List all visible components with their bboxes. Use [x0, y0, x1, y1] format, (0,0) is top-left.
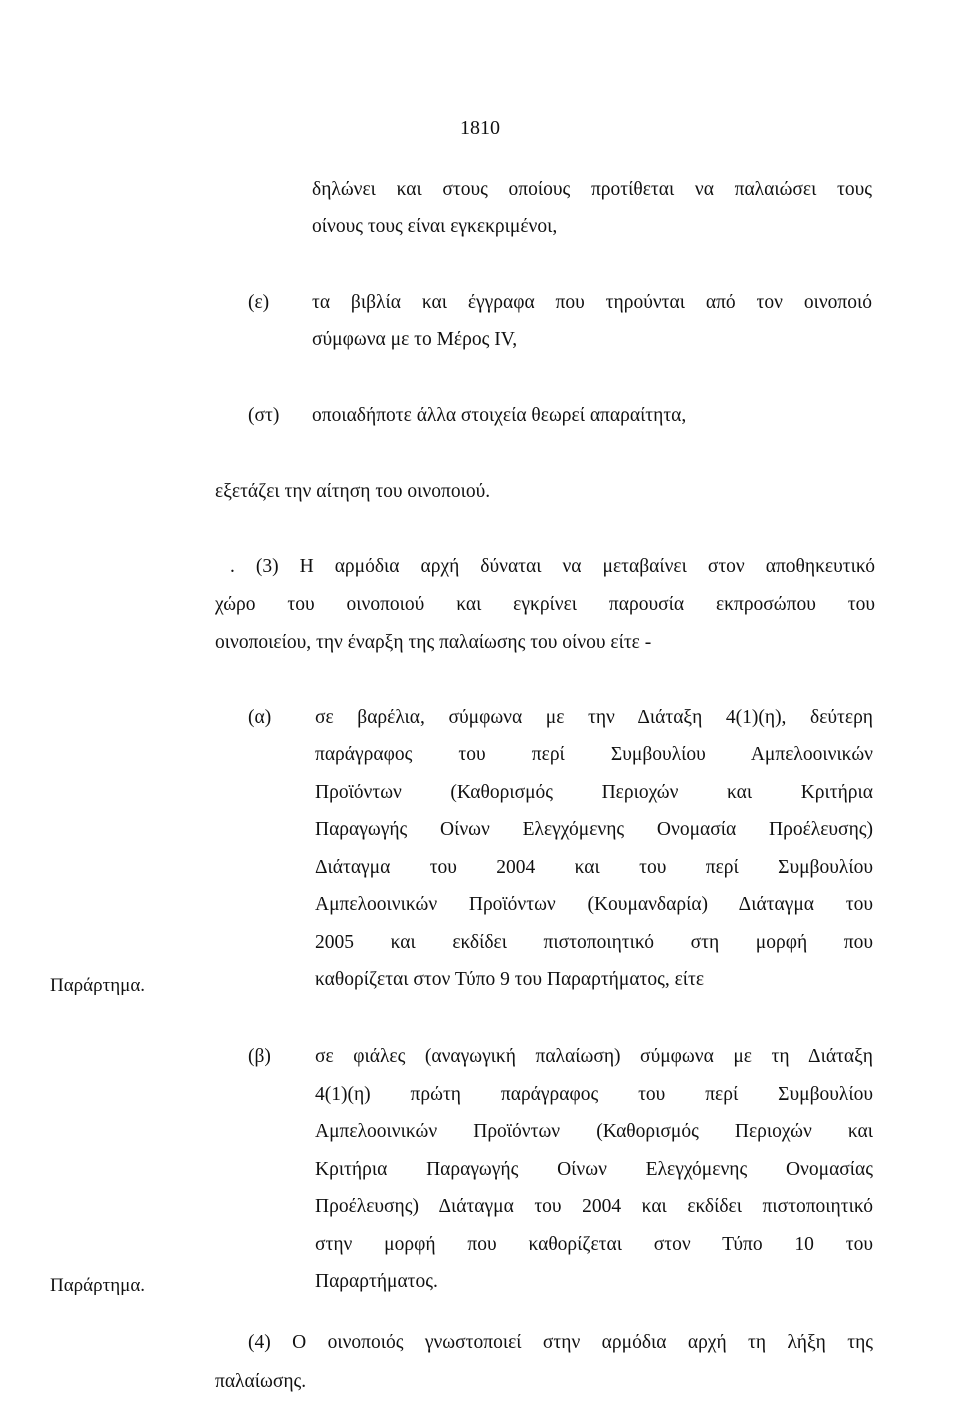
item-e-label: (ε) — [248, 292, 270, 313]
item-a-line-5: Διάταγμα του 2004 και του περί Συμβουλίου — [315, 857, 873, 878]
closing-line: εξετάζει την αίτηση του οινοποιού. — [215, 481, 491, 502]
para4-line-1: (4) Ο οινοποιός γνωστοποιεί στην αρμόδια αρχή τη λήξη της — [248, 1332, 873, 1353]
item-a-line-2: παράγραφος του περί Συμβουλίου Αμπελοοινικών — [315, 744, 873, 765]
item-b-label: (β) — [248, 1046, 271, 1067]
item-a-line-7: 2005 και εκδίδει πιστοποιητικό στη μορφή που — [315, 932, 873, 953]
page-number: 1810 — [460, 117, 500, 139]
item-b-line-7: Παραρτήματος. — [315, 1271, 438, 1292]
para3-line-2: χώρο του οινοποιού και εγκρίνει παρουσία εκπροσώπου του — [215, 594, 875, 615]
para4-line-2: παλαίωσης. — [215, 1371, 307, 1392]
para3-line-1: . (3) Η αρμόδια αρχή δύναται να μεταβαίνει στον αποθηκευτικό — [230, 556, 875, 577]
item-b-line-2: 4(1)(η) πρώτη παράγραφος του περί Συμβουλίου — [315, 1084, 873, 1105]
item-st-label: (στ) — [248, 405, 280, 426]
intro-line-1: δηλώνει και στους οποίους προτίθεται να παλαιώσει τους — [312, 179, 872, 200]
item-b-line-1: σε φιάλες (αναγωγική παλαίωση) σύμφωνα με τη Διάταξη — [315, 1046, 873, 1067]
item-b-line-4: Κριτήρια Παραγωγής Οίνων Ελεγχόμενης Ονομασίας — [315, 1159, 873, 1180]
item-b-line-5: Προέλευσης) Διάταγμα του 2004 και εκδίδει πιστοποιητικό — [315, 1196, 873, 1217]
item-b-line-3: Αμπελοοινικών Προϊόντων (Καθορισμός Περιοχών και — [315, 1121, 873, 1142]
item-e-line-2: σύμφωνα με το Μέρος IV, — [312, 329, 518, 350]
intro-line-2: οίνους τους είναι εγκεκριμένοι, — [312, 216, 558, 237]
item-a-label: (α) — [248, 707, 272, 728]
item-b-line-6: στην μορφή που καθορίζεται στον Τύπο 10 του — [315, 1234, 873, 1255]
item-b-margin-note: Παράρτημα. — [50, 1275, 146, 1296]
item-st-line-1: οποιαδήποτε άλλα στοιχεία θεωρεί απαραίτητα, — [312, 405, 687, 426]
item-a-margin-note: Παράρτημα. — [50, 975, 146, 996]
item-e-line-1: τα βιβλία και έγγραφα που τηρούνται από τον οινοποιό — [312, 292, 872, 313]
para3-line-3: οινοποιείου, την έναρξη της παλαίωσης του οίνου είτε - — [215, 632, 652, 653]
item-a-line-1: σε βαρέλια, σύμφωνα με την Διάταξη 4(1)(η), δεύτερη — [315, 707, 873, 728]
item-a-line-8: καθορίζεται στον Τύπο 9 του Παραρτήματος, είτε — [315, 969, 705, 990]
item-a-line-3: Προϊόντων (Καθορισμός Περιοχών και Κριτήρια — [315, 782, 873, 803]
item-a-line-6: Αμπελοοινικών Προϊόντων (Κουμανδαρία) Διάταγμα του — [315, 894, 873, 915]
item-a-line-4: Παραγωγής Οίνων Ελεγχόμενης Ονομασία Προέλευσης) — [315, 819, 873, 840]
